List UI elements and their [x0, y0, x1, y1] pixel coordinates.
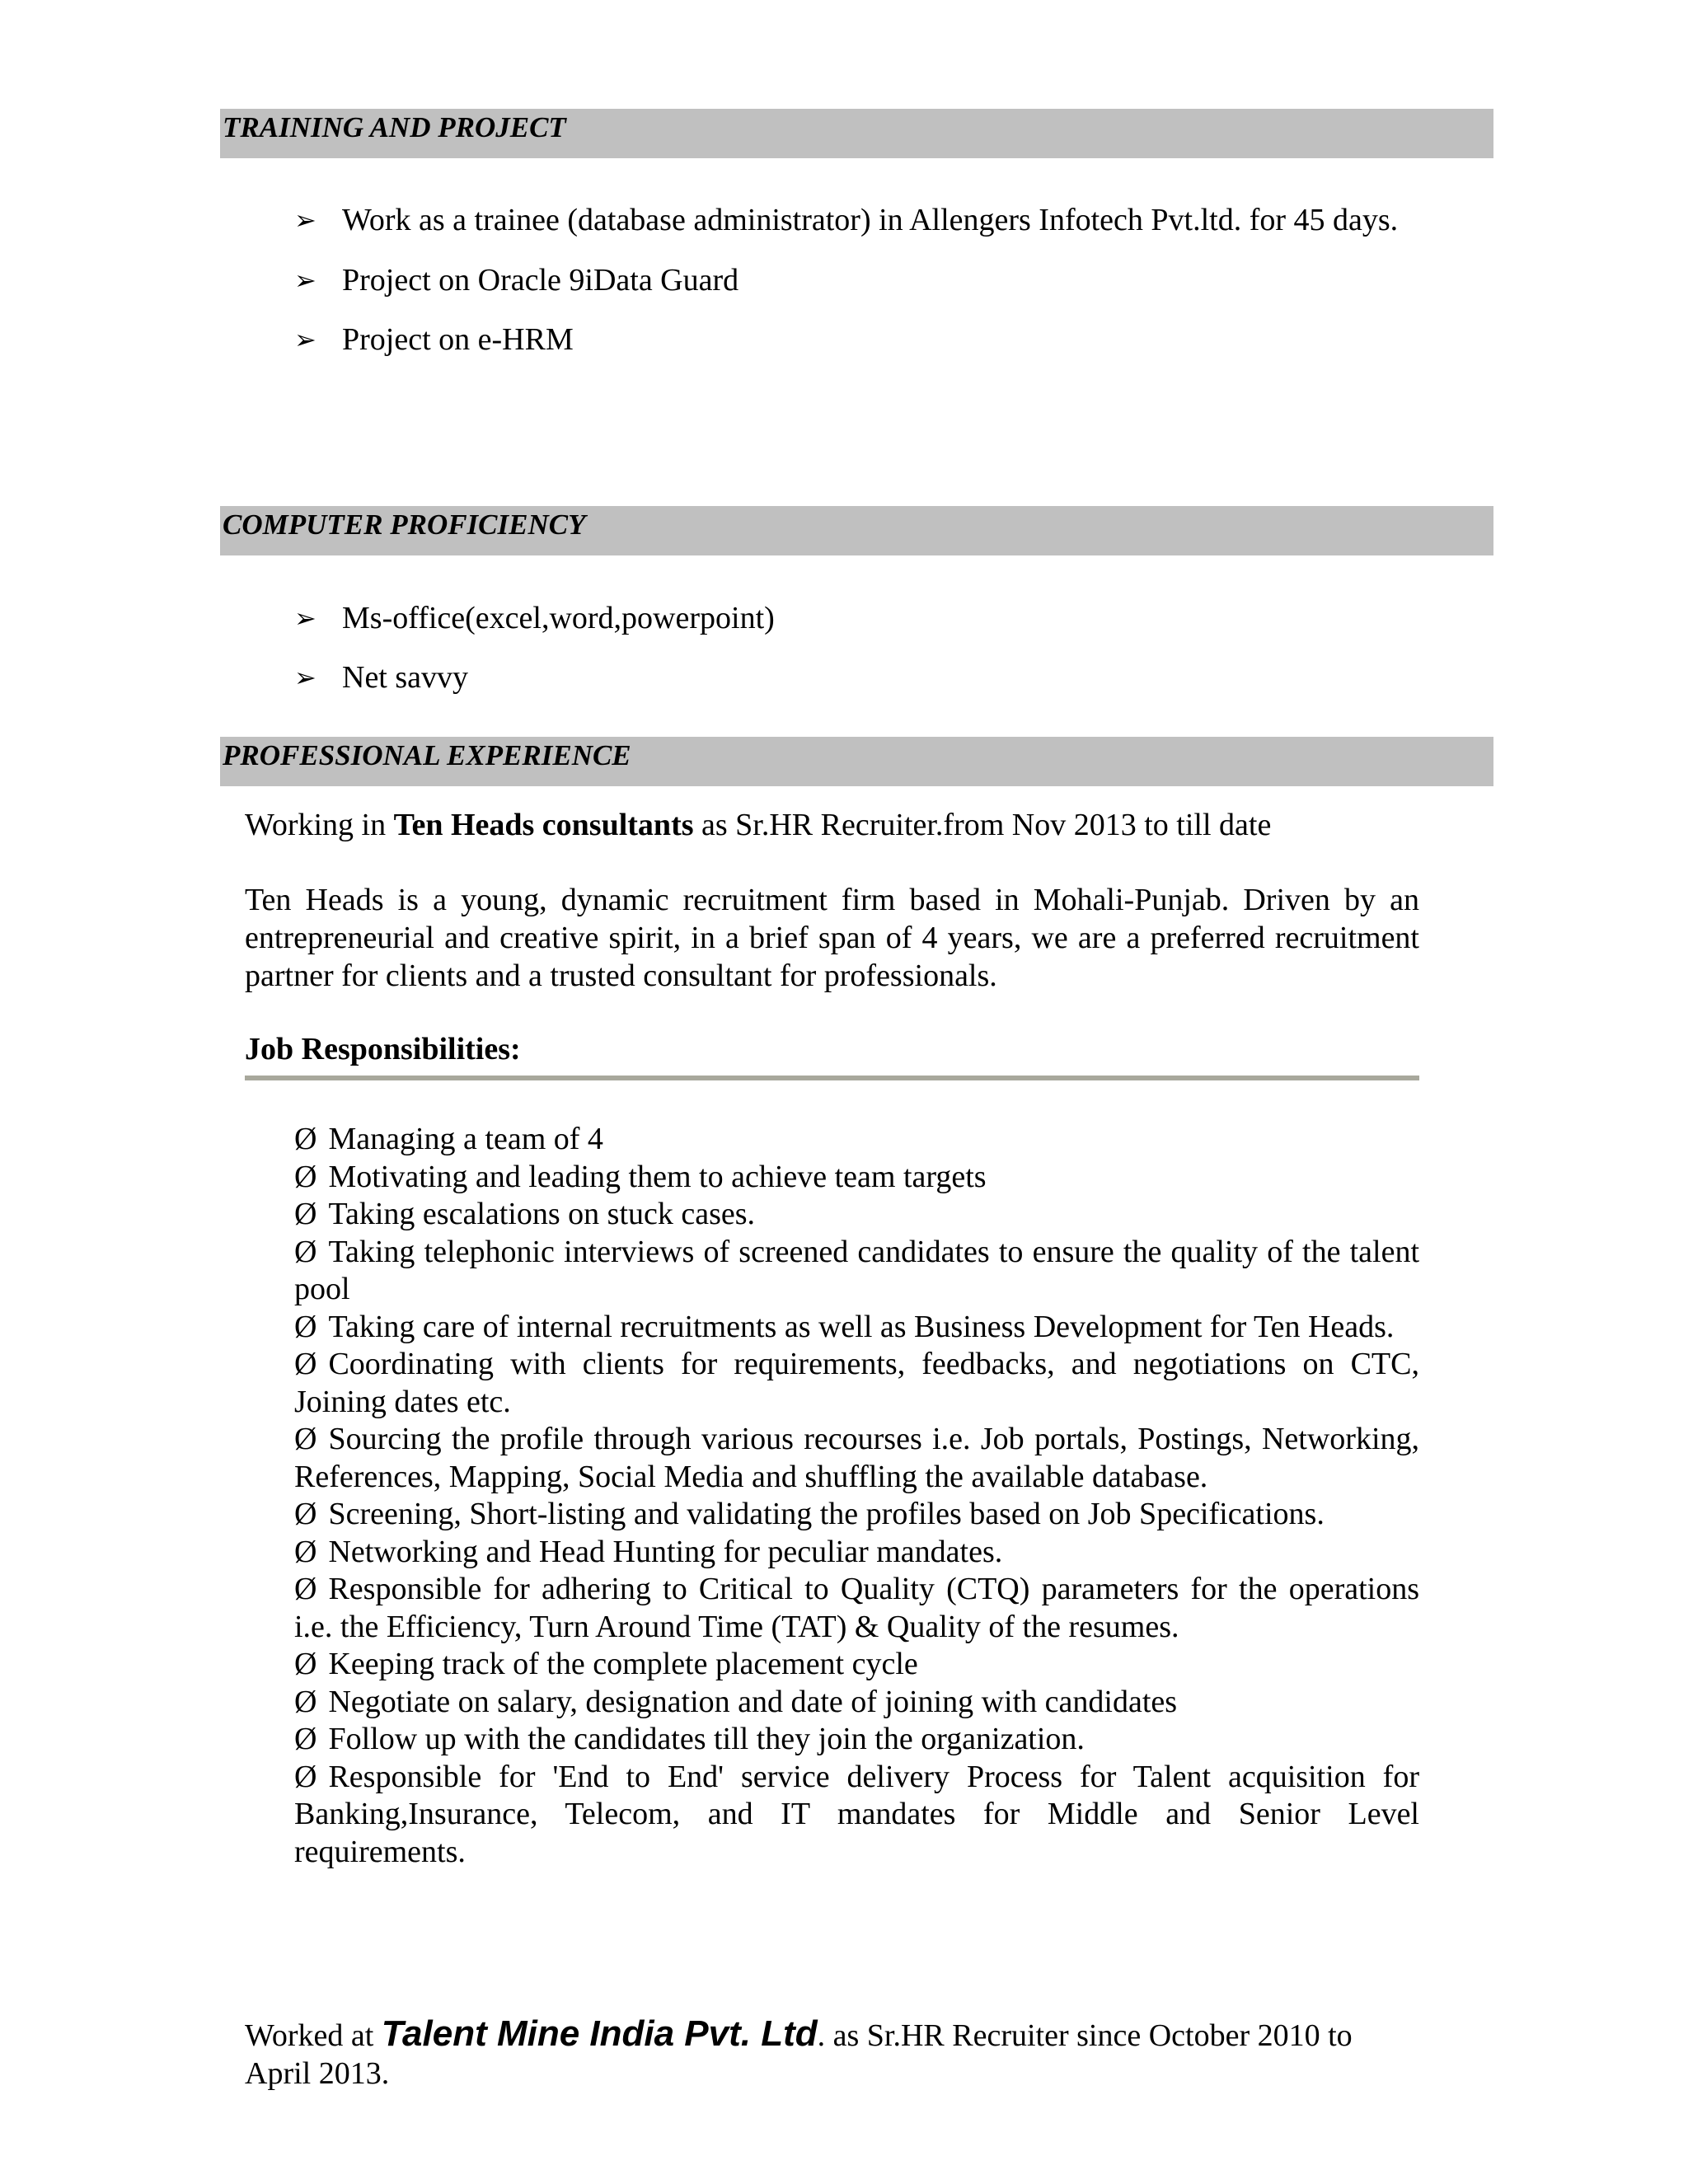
bullet-icon: Ø [294, 1497, 317, 1531]
computer-item: ➢ Net savvy [294, 649, 1419, 705]
job-responsibilities-heading: Job Responsibilities: [245, 1032, 521, 1066]
bullet-icon: Ø [294, 1197, 317, 1231]
responsibility-item: Ø Taking care of internal recruitments as well as Business Development for Ten Heads. [294, 1309, 1395, 1344]
bullet-icon: Ø [294, 1759, 317, 1794]
responsibility-item: Ø Taking escalations on stuck cases. [294, 1197, 756, 1231]
bullet-icon: Ø [294, 1309, 317, 1344]
responsibility-item: Ø Keeping track of the complete placement cycle [294, 1647, 918, 1681]
bullet-icon: Ø [294, 1684, 317, 1719]
bullet-icon: Ø [294, 1122, 317, 1156]
arrow-bullet-icon: ➢ [294, 662, 316, 693]
responsibility-item: Ø Coordinating with clients for requirements, feedbacks, and negotiations on CTC, Joining dates etc. [294, 1347, 1419, 1419]
training-item: ➢ Work as a trainee (database administrator) in Allengers Infotech Pvt.ltd. for 45 days. [294, 191, 1419, 249]
current-position-line: Working in Ten Heads consultants as Sr.HR Recruiter.from Nov 2013 to till date [245, 808, 1272, 842]
computer-list [294, 590, 1419, 709]
training-item: ➢ Project on e-HRM [294, 312, 1419, 368]
section-title-experience: PROFESSIONAL EXPERIENCE [223, 739, 631, 771]
responsibility-item: Ø Screening, Short-listing and validating the profiles based on Job Specifications. [294, 1497, 1325, 1531]
bullet-icon: Ø [294, 1159, 317, 1194]
current-company-name: Ten Heads consultants [393, 808, 694, 842]
responsibility-item: Ø Follow up with the candidates till they join the organization. [294, 1722, 1085, 1756]
arrow-bullet-icon: ➢ [294, 265, 316, 296]
arrow-bullet-icon: ➢ [294, 204, 316, 236]
responsibility-item: Ø Motivating and leading them to achieve team targets [294, 1159, 987, 1194]
bullet-icon: Ø [294, 1647, 317, 1681]
responsibility-item: Ø Negotiate on salary, designation and date of joining with candidates [294, 1684, 1178, 1719]
arrow-bullet-icon: ➢ [294, 324, 316, 355]
responsibility-item: Ø Managing a team of 4 [294, 1122, 603, 1156]
responsibilities-list [294, 1121, 1419, 1871]
responsibility-item: Ø Responsible for adhering to Critical to Quality (CTQ) parameters for the operations i.e. the Efficiency, Turn Around Time (TAT) & Quality of the resumes. [294, 1572, 1419, 1644]
bullet-icon: Ø [294, 1234, 317, 1269]
previous-position-line: Worked at Talent Mine India Pvt. Ltd. as Sr.HR Recruiter since October 2010 to April 2013. [245, 2013, 1353, 2091]
previous-company-name: Talent Mine India Pvt. Ltd [381, 2013, 818, 2054]
bullet-icon: Ø [294, 1572, 317, 1606]
section-title-training: TRAINING AND PROJECT [223, 111, 566, 143]
section-header-computer [220, 506, 1493, 555]
heading-divider [245, 1076, 1419, 1080]
responsibility-item: Ø Networking and Head Hunting for peculiar mandates. [294, 1534, 1003, 1569]
bullet-icon: Ø [294, 1422, 317, 1456]
responsibility-item: Ø Responsible for 'End to End' service delivery Process for Talent acquisition for Banking,Insurance, Telecom, and IT mandates for Middle and Senior Level requirements. [294, 1759, 1419, 1869]
training-list [294, 191, 1419, 371]
training-item: ➢ Project on Oracle 9iData Guard [294, 252, 1419, 308]
section-header-experience [220, 737, 1493, 786]
computer-item: ➢ Ms-office(excel,word,powerpoint) [294, 590, 1419, 646]
section-header-training [220, 109, 1493, 158]
responsibility-item: Ø Sourcing the profile through various recourses i.e. Job portals, Postings, Networking, References, Mapping, Social Media and shuffling the available database. [294, 1422, 1419, 1494]
arrow-bullet-icon: ➢ [294, 602, 316, 634]
bullet-icon: Ø [294, 1534, 317, 1569]
section-title-computer: COMPUTER PROFICIENCY [223, 509, 586, 541]
company-description: Ten Heads is a young, dynamic recruitment firm based in Mohali-Punjab. Driven by an entrepreneurial and creative spirit, in a brief span of 4 years, we are a preferred recruitment partner for clients and a trusted consultant for professionals. [245, 883, 1419, 993]
bullet-icon: Ø [294, 1722, 317, 1756]
responsibility-item: Ø Taking telephonic interviews of screened candidates to ensure the quality of the talent pool [294, 1234, 1419, 1306]
bullet-icon: Ø [294, 1347, 317, 1381]
